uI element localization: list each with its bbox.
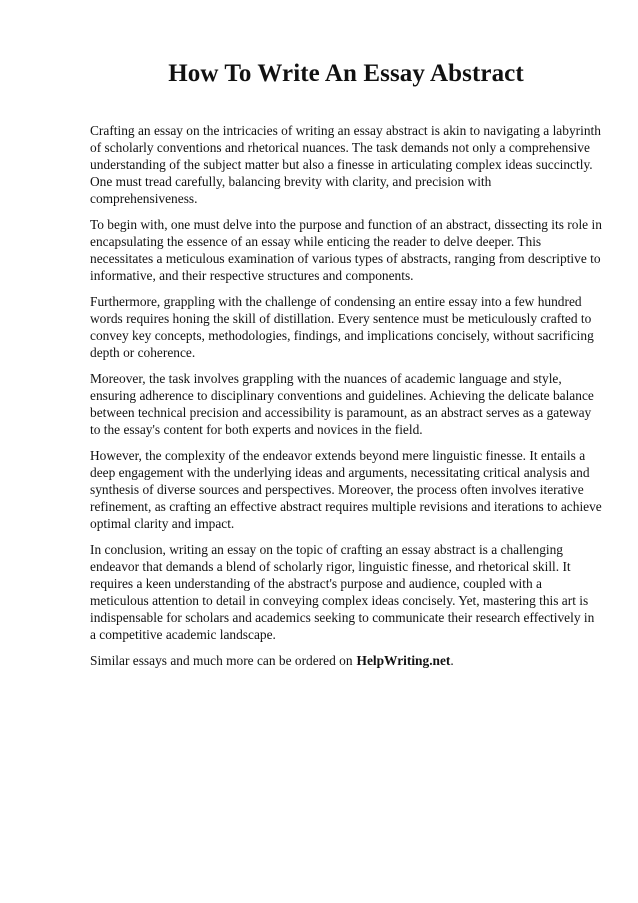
paragraph-3: Furthermore, grappling with the challenge of condensing an entire essay into a few hundred words requires honing the skill of distillation. Every sentence must be meticulously crafted to convey key concepts, methodologies, findings, and implications concisely, without sacrificing depth or coherence. (90, 294, 594, 360)
closing-line (90, 652, 602, 669)
closing-suffix: . (450, 653, 454, 668)
closing-text: Similar essays and much more can be ordered on (90, 653, 353, 668)
paragraph-6: In conclusion, writing an essay on the topic of crafting an essay abstract is a challenging endeavor that demands a blend of scholarly rigor, linguistic finesse, and rhetorical skill. It requires a keen understanding of the abstract's purpose and audience, coupled with a meticulous attention to detail in conveying complex ideas concisely. Yet, mastering this art is indispensable for scholars and academics seeking to communicate their research effectively in a competitive academic landscape. (90, 542, 595, 642)
page-title: How To Write An Essay Abstract (168, 60, 524, 87)
paragraph-2: To begin with, one must delve into the purpose and function of an abstract, dissecting its role in encapsulating the essence of an essay while enticing the reader to delve deeper. This necessitates a meticulous examination of various types of abstracts, ranging from descriptive to informative, and their respective structures and components. (90, 217, 602, 283)
essay-body (90, 122, 602, 678)
paragraph-5: However, the complexity of the endeavor extends beyond mere linguistic finesse. It entails a deep engagement with the underlying ideas and arguments, necessitating critical analysis and synthesis of diverse sources and perspectives. Moreover, the process often involves iterative refinement, as crafting an effective abstract requires multiple revisions and iterations to achieve optimal clarity and impact. (90, 448, 602, 531)
helpwriting-link[interactable]: HelpWriting.net (356, 653, 451, 668)
paragraph-4: Moreover, the task involves grappling with the nuances of academic language and style, ensuring adherence to disciplinary conventions and guidelines. Achieving the delicate balance between technical precision and accessibility is paramount, as an abstract serves as a gateway to the essay's content for both experts and novices in the field. (90, 371, 594, 437)
paragraph-1: Crafting an essay on the intricacies of writing an essay abstract is akin to navigating a labyrinth of scholarly conventions and rhetorical nuances. The task demands not only a comprehensive understanding of the subject matter but also a finesse in articulating complex ideas succinctly. One must tread carefully, balancing brevity with clarity, and precision with comprehensiveness. (90, 123, 601, 206)
